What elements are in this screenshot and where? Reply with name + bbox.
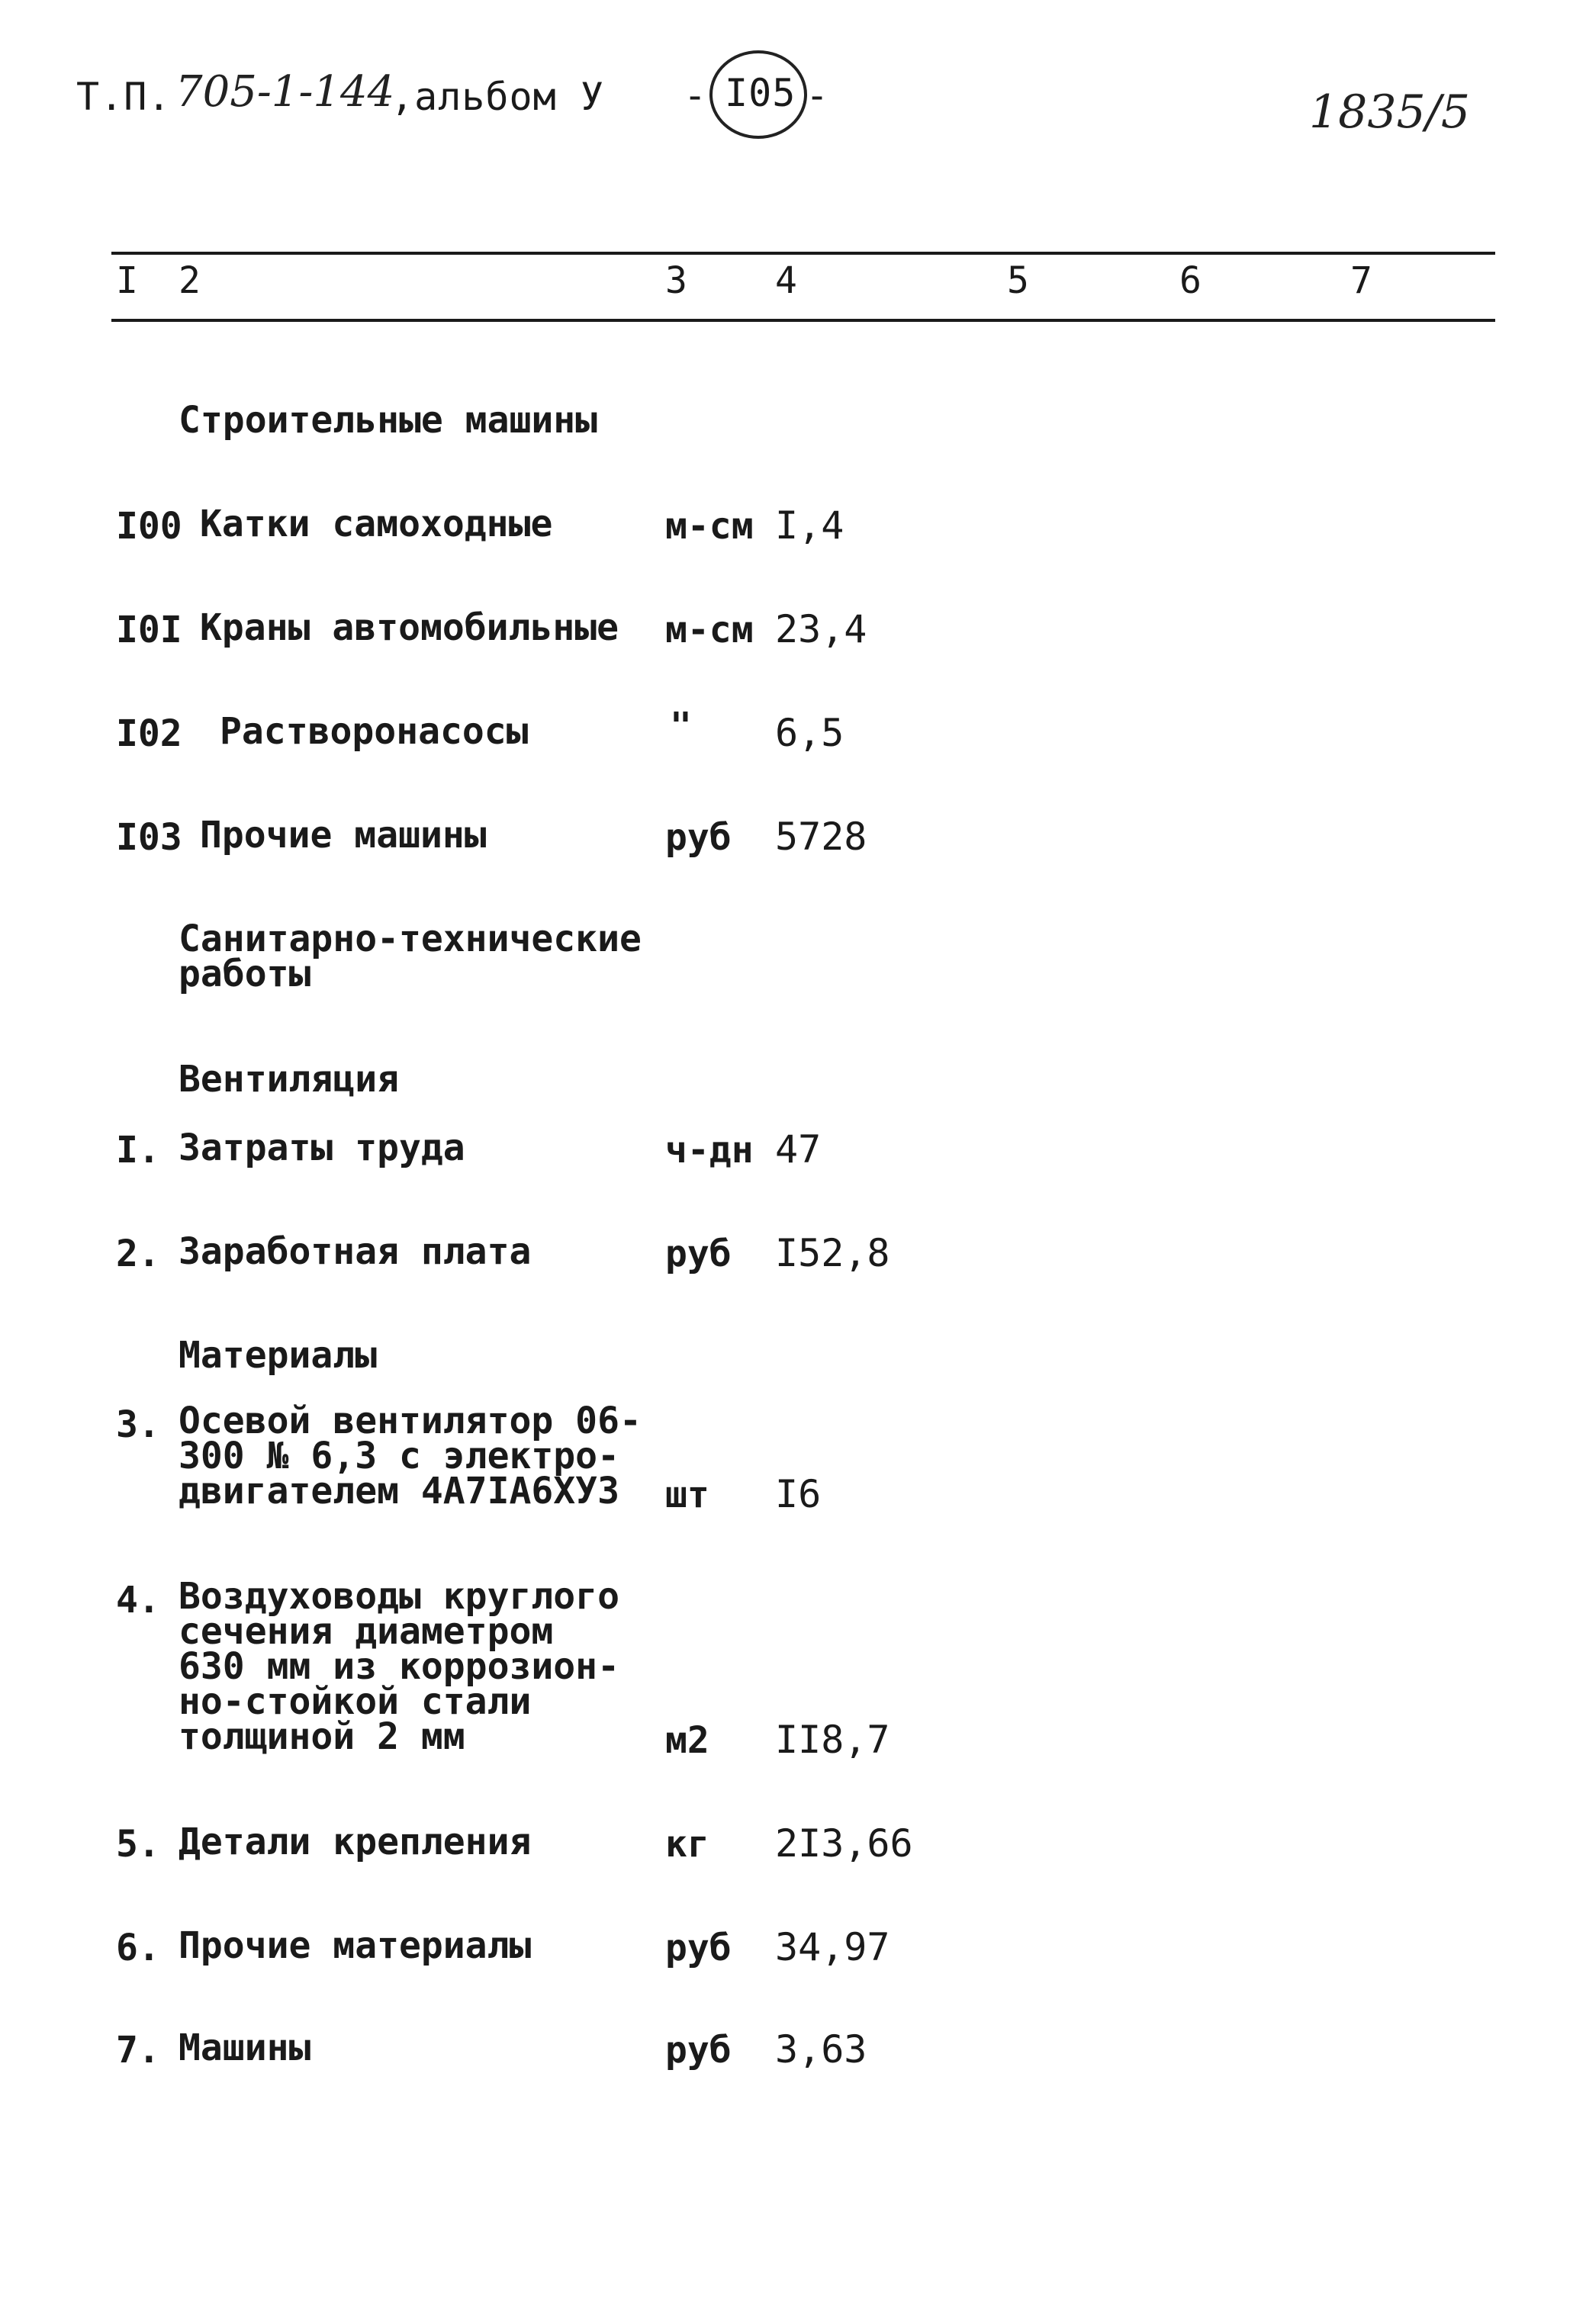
column-header-4: 4	[775, 259, 797, 302]
row-name: Прочие машины	[200, 814, 487, 857]
row-number: 5.	[116, 1823, 160, 1866]
row-number: I.	[116, 1129, 160, 1172]
page-dash-right: -	[806, 73, 830, 117]
row-unit: ч-дн	[665, 1129, 754, 1172]
project-code-handwritten: 705-1-144	[175, 67, 395, 117]
row-name: Прочие материалы	[179, 1924, 532, 1967]
row-quantity: 47	[775, 1127, 822, 1172]
row-quantity: 2I3,66	[775, 1821, 913, 1866]
row-quantity: 5728	[775, 815, 867, 859]
row-unit: шт	[665, 1474, 709, 1516]
row-number: I0I	[116, 609, 182, 651]
row-unit: м-см	[665, 505, 754, 548]
row-number: 2.	[116, 1233, 160, 1275]
row-number: 7.	[116, 2029, 160, 2072]
row-name: Осевой вентилятор 06- 300 № 6,3 с электро- двигателем 4А7IА6ХУЗ	[179, 1400, 642, 1512]
column-header-1: I	[116, 259, 138, 302]
column-header-2: 2	[179, 259, 201, 302]
row-quantity: 34,97	[775, 1925, 890, 1969]
row-quantity: 23,4	[775, 607, 867, 651]
row-unit: руб	[665, 1233, 732, 1275]
row-number: 6.	[116, 1927, 160, 1969]
row-quantity: 6,5	[775, 711, 844, 755]
row-name: Затраты труда	[179, 1127, 465, 1169]
page-number: I05	[725, 71, 796, 115]
doc-prefix: Т.П.	[76, 75, 172, 119]
row-name: Машины	[179, 2027, 311, 2069]
row-number: 4.	[116, 1579, 160, 1622]
row-quantity: II8,7	[775, 1718, 890, 1762]
table-top-rule	[111, 252, 1495, 255]
row-number: 3.	[116, 1403, 160, 1446]
row-name: Катки самоходные	[200, 503, 553, 545]
row-name: Заработная плата	[179, 1230, 532, 1273]
column-header-5: 5	[1007, 259, 1029, 302]
section-heading-sanitary-works: Санитарно-технические работы	[179, 918, 642, 995]
section-heading-construction-machines: Строительные машины	[179, 399, 598, 442]
column-header-7: 7	[1350, 259, 1372, 302]
row-unit: руб	[665, 816, 732, 859]
row-name: Детали крепления	[179, 1821, 532, 1863]
row-number: I02	[116, 712, 182, 755]
section-heading-materials: Материалы	[179, 1334, 378, 1377]
row-unit: м-см	[665, 609, 754, 651]
row-unit: "	[670, 705, 692, 747]
row-number: I03	[116, 816, 182, 859]
row-name: Краны автомобильные	[200, 606, 619, 649]
column-header-3: 3	[665, 259, 687, 302]
sheet-code-handwritten: 1835/5	[1309, 85, 1471, 139]
row-name: Растворонасосы	[220, 710, 529, 753]
table-header-rule	[111, 319, 1495, 322]
row-quantity: I,4	[775, 503, 844, 548]
album-label: ,альбом У	[391, 75, 604, 119]
row-unit: м2	[665, 1719, 709, 1762]
row-unit: кг	[665, 1823, 709, 1866]
row-unit: руб	[665, 1927, 732, 1969]
row-quantity: 3,63	[775, 2027, 867, 2072]
row-number: I00	[116, 505, 182, 548]
row-quantity: I6	[775, 1472, 822, 1516]
row-quantity: I52,8	[775, 1231, 890, 1275]
row-name: Воздуховоды круглого сечения диаметром 630 мм из коррозион- но-стойкой стали толщиной 2 мм	[179, 1575, 619, 1758]
row-unit: руб	[665, 2029, 732, 2072]
column-header-6: 6	[1179, 259, 1202, 302]
page-dash-left: -	[684, 73, 708, 117]
section-heading-ventilation: Вентиляция	[179, 1058, 399, 1101]
